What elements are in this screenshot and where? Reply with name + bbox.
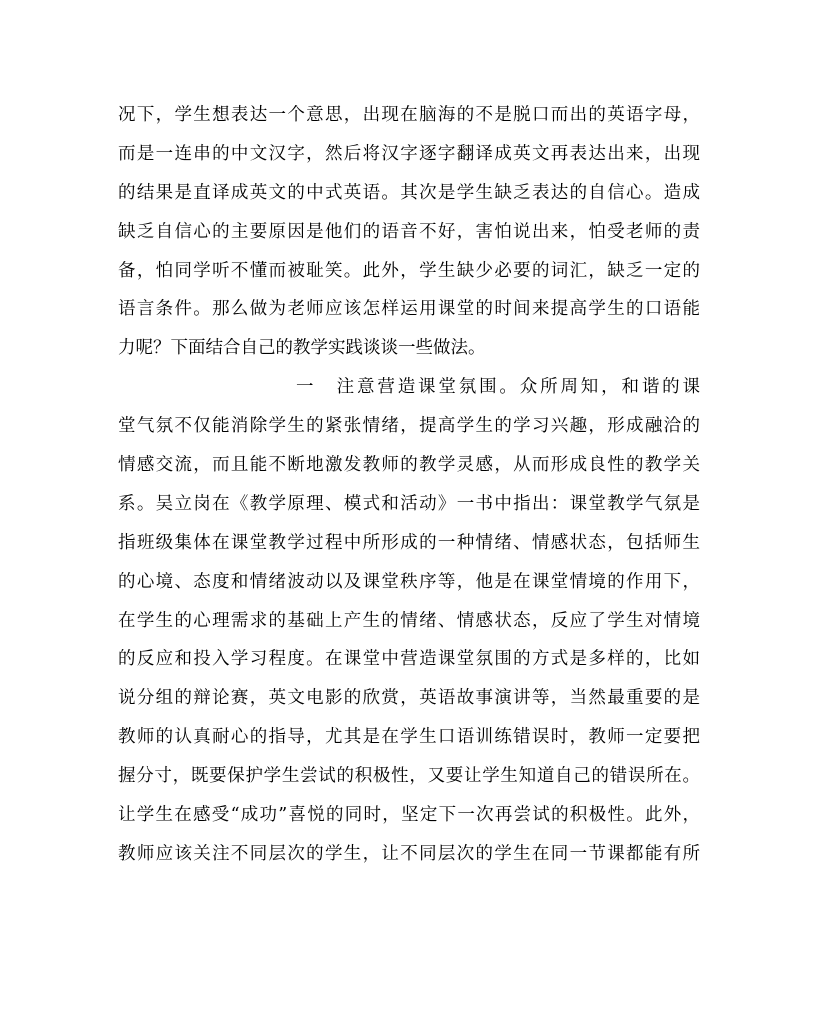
text-line: 的结果是直译成英文的中式英语。其次是学生缺乏表达的自信心。造成: [118, 182, 700, 203]
text-line: 说分组的辩论赛，英文电影的欣赏，英语故事演讲等，当然最重要的是: [118, 688, 700, 709]
text-line: 握分寸，既要保护学生尝试的积极性，又要让学生知道自己的错误所在。: [118, 766, 700, 787]
text-line: 的心境、态度和情绪波动以及课堂秩序等，他是在课堂情境的作用下，: [118, 571, 700, 592]
text-line: 的反应和投入学习程度。在课堂中营造课堂氛围的方式是多样的，比如: [118, 649, 700, 670]
text-line: 备，怕同学听不懂而被耻笑。此外，学生缺少必要的词汇，缺乏一定的: [118, 260, 700, 281]
text-line: 缺乏自信心的主要原因是他们的语音不好，害怕说出来，怕受老师的责: [118, 221, 700, 242]
text-line: 指班级集体在课堂教学过程中所形成的一种情绪、情感状态，包括师生: [118, 532, 700, 553]
text-line: 让学生在感受“成功”喜悦的同时，坚定下一次再尝试的积极性。此外，: [118, 805, 700, 826]
text-line: 教师应该关注不同层次的学生，让不同层次的学生在同一节课都能有所: [118, 843, 700, 864]
text-line: 教师的认真耐心的指导，尤其是在学生口语训练错误时，教师一定要把: [118, 727, 700, 748]
text-line: 情感交流，而且能不断地激发教师的教学灵感，从而形成良性的教学关: [118, 455, 700, 476]
text-line: 在学生的心理需求的基础上产生的情绪、情感状态，反应了学生对情境: [118, 610, 700, 631]
body-text: [118, 96, 700, 874]
text-line: 而是一连串的中文汉字，然后将汉字逐字翻译成英文再表达出来，出现: [118, 143, 700, 164]
text-line: 语言条件。那么做为老师应该怎样运用课堂的时间来提高学生的口语能: [118, 299, 700, 320]
text-line: 力呢？下面结合自己的教学实践谈谈一些做法。: [118, 338, 486, 359]
text-line: 况下，学生想表达一个意思，出现在脑海的不是脱口而出的英语字母，: [118, 105, 700, 125]
text-line: 系。吴立岗在《教学原理、模式和活动》一书中指出：课堂教学气氛是: [118, 493, 700, 514]
text-line: 堂气氛不仅能消除学生的紧张情绪，提高学生的学习兴趣，形成融洽的: [118, 416, 700, 437]
section-heading-line: 一 注意营造课堂氛围。众所周知，和谐的课: [296, 377, 700, 398]
